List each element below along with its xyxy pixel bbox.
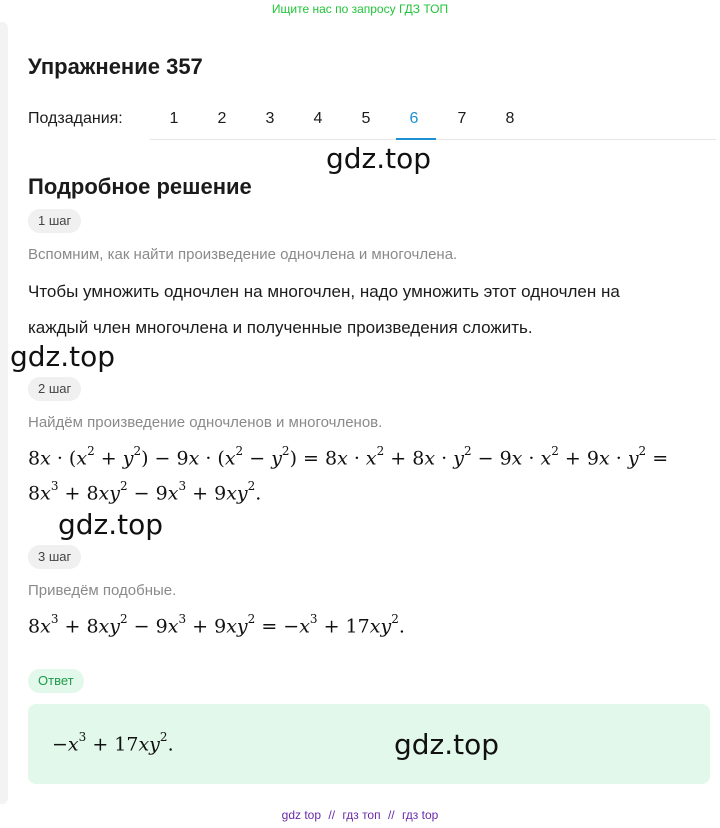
step-3-equation: $8x^3 + 8xy^2 - 9x^3 + 9xy^2 = -x^3 + 17xy^2$. <box>28 612 405 638</box>
tab-subtask-1[interactable]: 1 <box>169 110 179 127</box>
step-3-badge: 3 шаг <box>28 545 81 569</box>
subtasks-label: Подзадания: <box>28 110 123 127</box>
answer-equation: $-x^3 + 17xy^2$. <box>52 730 174 756</box>
tab-subtask-6[interactable]: 6 <box>390 98 438 139</box>
step-1-text-line-1: Чтобы умножить одночлен на многочлен, надо умножить этот одночлен на <box>28 282 620 301</box>
exercise-card <box>8 18 720 808</box>
footer-separator: // <box>328 808 336 822</box>
footer <box>0 808 720 822</box>
answer-box <box>28 704 710 784</box>
step-1-badge: 1 шаг <box>28 209 81 233</box>
tab-subtask-4[interactable]: 4 <box>313 110 323 127</box>
top-banner: Ищите нас по запросу ГДЗ ТОП <box>271 2 449 16</box>
step-3-hint: Приведём подобные. <box>28 582 177 599</box>
tab-subtask-2[interactable]: 2 <box>217 110 227 127</box>
footer-link-3[interactable]: гдз top <box>401 808 439 822</box>
tab-subtask-7[interactable]: 7 <box>457 110 467 127</box>
footer-separator: // <box>387 808 395 822</box>
page-title: Упражнение 357 <box>28 54 203 79</box>
step-2-equation-line-2: $8x^3 + 8xy^2 - 9x^3 + 9xy^2$. <box>28 479 262 505</box>
tab-subtask-5[interactable]: 5 <box>361 110 371 127</box>
step-2-hint: Найдём произведение одночленов и многочленов. <box>28 414 383 431</box>
step-2-equation-line-1: $8x \cdot (x^2 + y^2) - 9x \cdot (x^2 - y^2) = 8x \cdot x^2 + 8x \cdot y^2 - 9x \cdot x^2 + 9x \cdot y^2$ = <box>28 444 669 470</box>
watermark: gdz.top <box>58 508 164 541</box>
watermark: gdz.top <box>394 728 500 761</box>
step-2-badge: 2 шаг <box>28 377 81 401</box>
tab-subtask-8[interactable]: 8 <box>505 110 515 127</box>
answer-badge: Ответ <box>28 669 84 693</box>
left-rail <box>0 22 8 804</box>
section-title: Подробное решение <box>28 174 252 199</box>
watermark: gdz.top <box>10 340 116 373</box>
watermark: gdz.top <box>326 142 432 175</box>
footer-link-1[interactable]: gdz top <box>281 808 322 822</box>
subtasks-tabs <box>150 98 716 140</box>
step-1-hint: Вспомним, как найти произведение одночлена и многочлена. <box>28 246 458 263</box>
footer-link-2[interactable]: гдз топ <box>342 808 381 822</box>
tab-subtask-3[interactable]: 3 <box>265 110 275 127</box>
step-1-text-line-2: каждый член многочлена и полученные произведения сложить. <box>28 318 533 337</box>
